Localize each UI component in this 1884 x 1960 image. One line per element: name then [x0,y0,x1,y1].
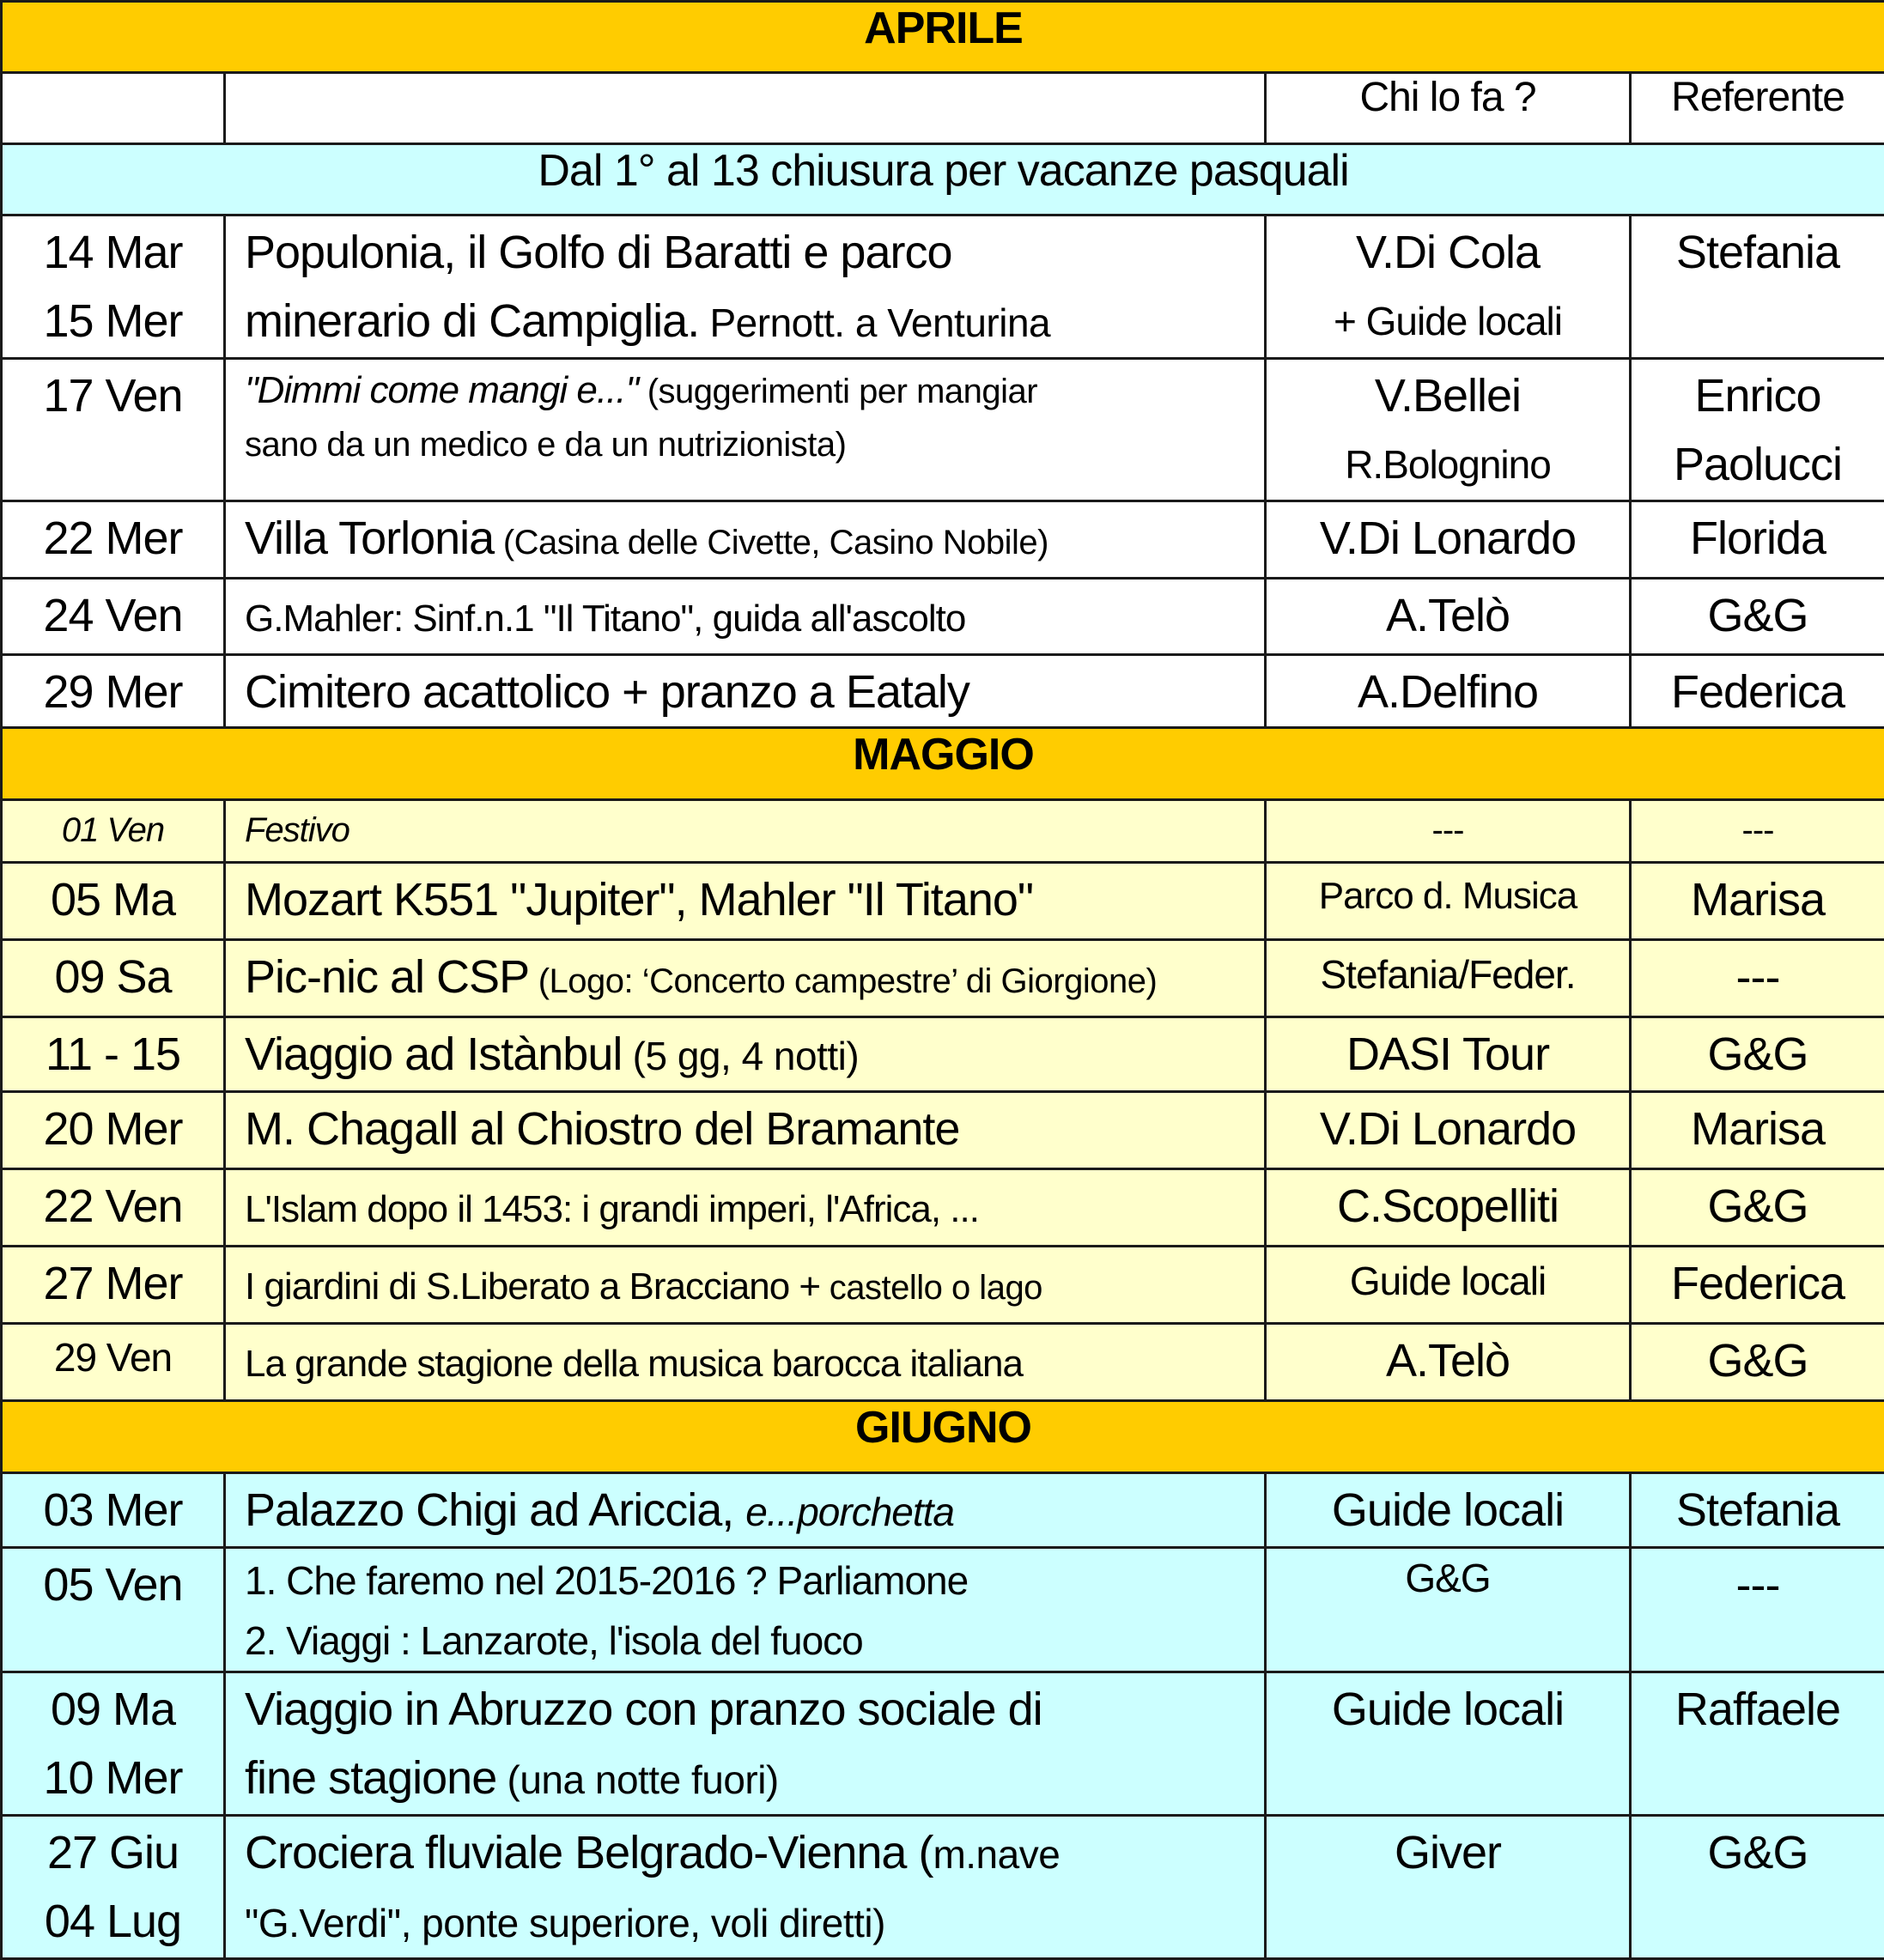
table-row [2,1324,1884,1401]
table-row [2,940,1884,1017]
month-header-april [2,2,1884,73]
header-who: Chi lo fa ? [1266,73,1631,144]
closure-note-row [2,144,1884,215]
event-referent: G&G [1631,1324,1884,1401]
event-referent: G&G [1631,1169,1884,1247]
event-referent: G&G [1631,579,1884,655]
event-referent: Enrico Paolucci [1631,359,1884,501]
event-date: 03 Mer [2,1473,225,1548]
event-description: G.Mahler: Sinf.n.1 "Il Titano", guida all'ascolto [225,579,1266,655]
event-description: "Dimmi come mangi e..." (suggerimenti per mangiar sano da un medico e da un nutrizionista) [225,359,1266,501]
event-organizer: A.Telò [1266,579,1631,655]
event-referent: --- [1631,1548,1884,1672]
event-description: 1. Che faremo nel 2015-2016 ? Parliamone 2. Viaggi : Lanzarote, l'isola del fuoco [225,1548,1266,1672]
event-referent: Stefania [1631,215,1884,359]
event-referent: Stefania [1631,1473,1884,1548]
event-organizer: C.Scopelliti [1266,1169,1631,1247]
event-date: 11 - 15 [2,1017,225,1092]
event-date: 27 Giu 04 Lug [2,1816,225,1959]
event-organizer: Giver [1266,1816,1631,1959]
event-referent: Marisa [1631,863,1884,940]
month-title: GIUGNO [2,1401,1884,1473]
event-date: 22 Mer [2,501,225,579]
event-organizer: Guide locali [1266,1672,1631,1816]
event-date: 01 Ven [2,800,225,863]
table-row [2,655,1884,728]
event-organizer: --- [1266,800,1631,863]
event-description: Mozart K551 "Jupiter", Mahler "Il Titano" [225,863,1266,940]
closure-note: Dal 1° al 13 chiusura per vacanze pasquali [2,144,1884,215]
event-organizer: Stefania/Feder. [1266,940,1631,1017]
event-organizer: A.Delfino [1266,655,1631,728]
event-referent: Marisa [1631,1092,1884,1169]
table-row [2,359,1884,501]
event-referent: G&G [1631,1017,1884,1092]
event-referent: Florida [1631,501,1884,579]
event-organizer: G&G [1266,1548,1631,1672]
event-organizer: Guide locali [1266,1247,1631,1324]
event-description: Festivo [225,800,1266,863]
event-date: 29 Ven [2,1324,225,1401]
event-referent: Raffaele [1631,1672,1884,1816]
event-organizer: V.Di Lonardo [1266,501,1631,579]
event-description: Cimitero acattolico + pranzo a Eataly [225,655,1266,728]
table-row [2,1247,1884,1324]
event-referent: --- [1631,800,1884,863]
event-description: Viaggio ad Istànbul (5 gg, 4 notti) [225,1017,1266,1092]
table-row [2,1017,1884,1092]
table-row [2,1672,1884,1816]
month-title: APRILE [2,2,1884,73]
column-header-row [2,73,1884,144]
event-description: Viaggio in Abruzzo con pranzo sociale di fine stagione (una notte fuori) [225,1672,1266,1816]
event-date: 20 Mer [2,1092,225,1169]
event-description: Palazzo Chigi ad Ariccia, e...porchetta [225,1473,1266,1548]
event-description: Crociera fluviale Belgrado-Vienna (m.nave "G.Verdi", ponte superiore, voli diretti) [225,1816,1266,1959]
event-organizer: Guide locali [1266,1473,1631,1548]
event-date: 24 Ven [2,579,225,655]
header-description [225,73,1266,144]
event-referent: Federica [1631,655,1884,728]
event-date: 17 Ven [2,359,225,501]
table-row [2,1092,1884,1169]
event-description: M. Chagall al Chiostro del Bramante [225,1092,1266,1169]
table-row [2,800,1884,863]
event-date: 27 Mer [2,1247,225,1324]
event-description: Pic-nic al CSP (Logo: ‘Concerto campestre’ di Giorgione) [225,940,1266,1017]
event-organizer: DASI Tour [1266,1017,1631,1092]
event-date: 14 Mar 15 Mer [2,215,225,359]
event-date: 22 Ven [2,1169,225,1247]
event-description: Villa Torlonia (Casina delle Civette, Casino Nobile) [225,501,1266,579]
event-description: I giardini di S.Liberato a Bracciano + castello o lago [225,1247,1266,1324]
table-row [2,215,1884,359]
table-row [2,1816,1884,1959]
event-date: 29 Mer [2,655,225,728]
table-row [2,579,1884,655]
header-referent: Referente [1631,73,1884,144]
event-organizer: A.Telò [1266,1324,1631,1401]
month-title: MAGGIO [2,728,1884,800]
event-description: L'Islam dopo il 1453: i grandi imperi, l'Africa, ... [225,1169,1266,1247]
event-date: 05 Ma [2,863,225,940]
event-referent: Federica [1631,1247,1884,1324]
event-description: La grande stagione della musica barocca italiana [225,1324,1266,1401]
month-header-june [2,1401,1884,1473]
event-organizer: Parco d. Musica [1266,863,1631,940]
table-row [2,1473,1884,1548]
event-organizer: V.Di Cola + Guide locali [1266,215,1631,359]
table-row [2,1548,1884,1672]
event-date: 05 Ven [2,1548,225,1672]
event-organizer: V.Bellei R.Bolognino [1266,359,1631,501]
table-row [2,863,1884,940]
month-header-may [2,728,1884,800]
table-row [2,501,1884,579]
table-row [2,1169,1884,1247]
event-referent: --- [1631,940,1884,1017]
event-referent: G&G [1631,1816,1884,1959]
event-description: Populonia, il Golfo di Baratti e parco minerario di Campiglia. Pernott. a Venturina [225,215,1266,359]
event-date: 09 Ma 10 Mer [2,1672,225,1816]
header-date [2,73,225,144]
event-date: 09 Sa [2,940,225,1017]
event-organizer: V.Di Lonardo [1266,1092,1631,1169]
